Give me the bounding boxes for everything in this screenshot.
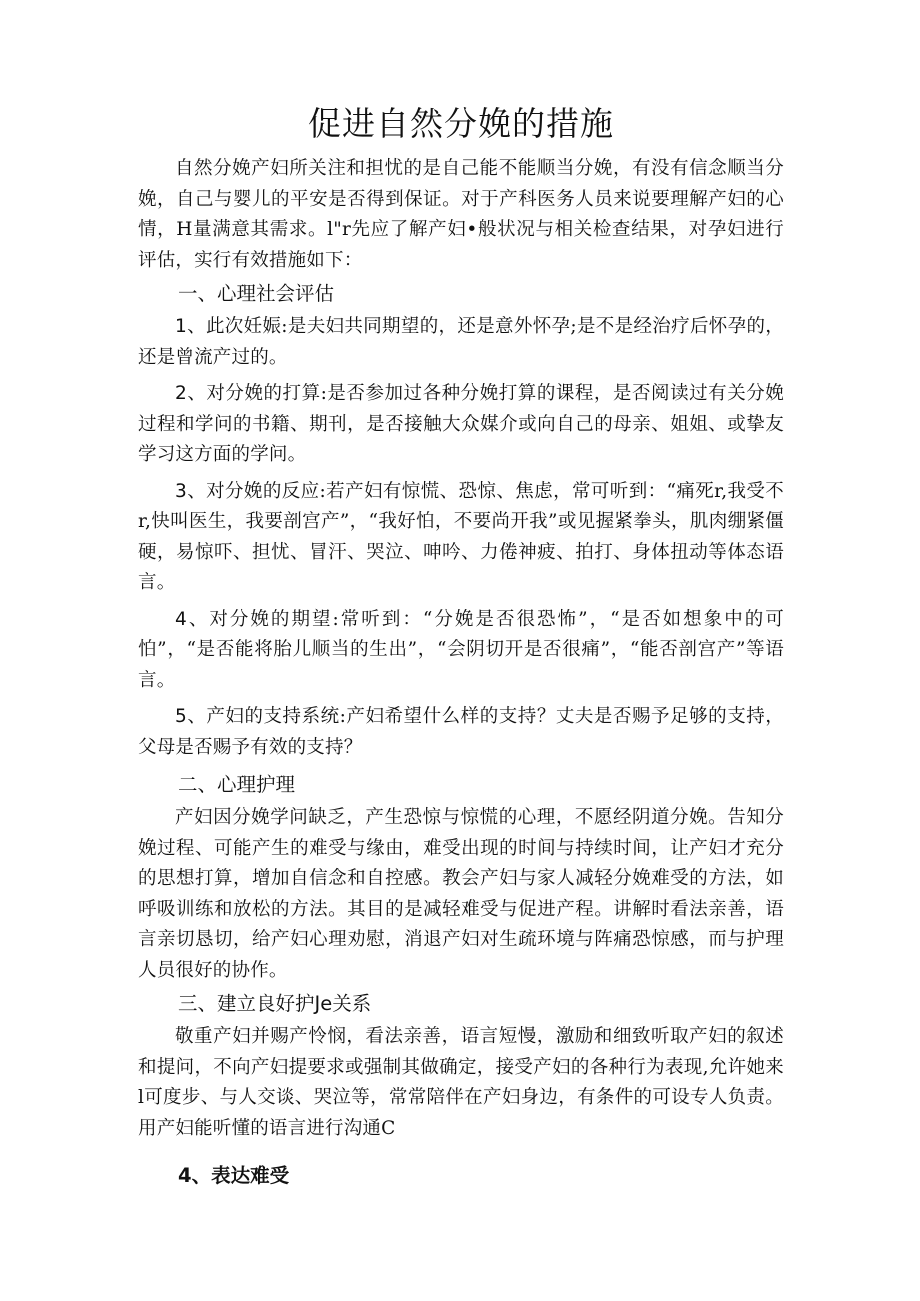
section-heading-psych-assessment: 一、心理社会评估 bbox=[178, 282, 335, 305]
item-number: 1 bbox=[175, 316, 187, 337]
list-item bbox=[138, 605, 784, 697]
list-item bbox=[138, 379, 784, 471]
item-number: 3 bbox=[175, 480, 187, 502]
item-text: 、对分娩的打算:是否参加过各种分娩打算的课程，是否阅读过有关分娩过程和学问的书籍、期刊，是否接触大众媒介或向自己的母亲、姐姐、或挚友学习这方面的学问。 bbox=[138, 383, 784, 465]
list-item bbox=[138, 477, 784, 599]
section-body-relationship: 敬重产妇并赐产怜悯，看法亲善，语言短慢，激励和细致听取产妇的叙述和提问，不向产妇提要求或强制其做确定，接受产妇的各种行为表现,允许她来l可度步、与人交谈、哭泣等，常常陪伴在产妇身边，有条件的可设专人负责。用产妇能听懂的语言进行沟通C bbox=[138, 1026, 784, 1139]
item-number: 2 bbox=[175, 383, 187, 404]
intro-paragraph: 自然分娩产妇所关注和担忧的是自己能不能顺当分娩，有没有信念顺当分娩，自己与婴儿的平安是否得到保证。对于产科医务人员来说要理解产妇的心情，H量满意其需求。l"r先应了解产妇•般状况与相关检查结果，对孕妇进行评估，实行有效措施如下： bbox=[138, 158, 784, 271]
document-title: 促进自然分娩的措施 bbox=[308, 104, 614, 143]
section-heading-express-pain: 4、表达难受 bbox=[178, 1164, 290, 1187]
item-number: 5 bbox=[175, 706, 187, 727]
section-body-psych-care: 产妇因分娩学问缺乏，产生恐惊与惊慌的心理，不愿经阴道分娩。告知分娩过程、可能产生的难受与缘由，难受出现的时间与持续时间，让产妇才充分的思想打算，增加自信念和自控感。教会产妇与家人减轻分娩难受的方法，如呼吸训练和放松的方法。其目的是减轻难受与促进产程。讲解时看法亲善，语言亲切恳切，给产妇心理劝慰，消退产妇对生疏环境与阵痛恐惊感，而与护理人员很好的协作。 bbox=[138, 807, 784, 981]
list-item bbox=[138, 312, 784, 373]
item-text: 、此次妊娠:是夫妇共同期望的，还是意外怀孕;是不是经治疗后怀孕的，还是曾流产过的。 bbox=[138, 316, 784, 368]
item-number: 4 bbox=[175, 608, 187, 630]
item-text: 、产妇的支持系统:产妇希望什么样的支持？丈夫是否赐予足够的支持，父母是否赐予有效的支持？ bbox=[138, 706, 784, 758]
section-heading-relationship: 三、建立良好护Je关系 bbox=[178, 992, 372, 1015]
document-page bbox=[138, 96, 784, 1194]
section-heading-psych-care: 二、心理护理 bbox=[178, 773, 296, 796]
item-text: 、对分娩的期望:常听到：“分娩是否很恐怖”，“是否如想象中的可怕”，“是否能将胎儿顺当的生出”，“会阴切开是否很痛”，“能否剖宫产”等语言。 bbox=[138, 608, 784, 691]
item-text: 、对分娩的反应:若产妇有惊慌、恐惊、焦虑，常可听到：“痛死r,我受不r,快叫医生，我要剖宫产”，“我好怕，不要尚开我”或见握紧拳头，肌肉绷紧僵硬，易惊吓、担忧、冒汗、哭泣、呻吟、力倦神疲、拍打、身体扭动等体态语言。 bbox=[138, 480, 784, 593]
list-item bbox=[138, 702, 784, 763]
